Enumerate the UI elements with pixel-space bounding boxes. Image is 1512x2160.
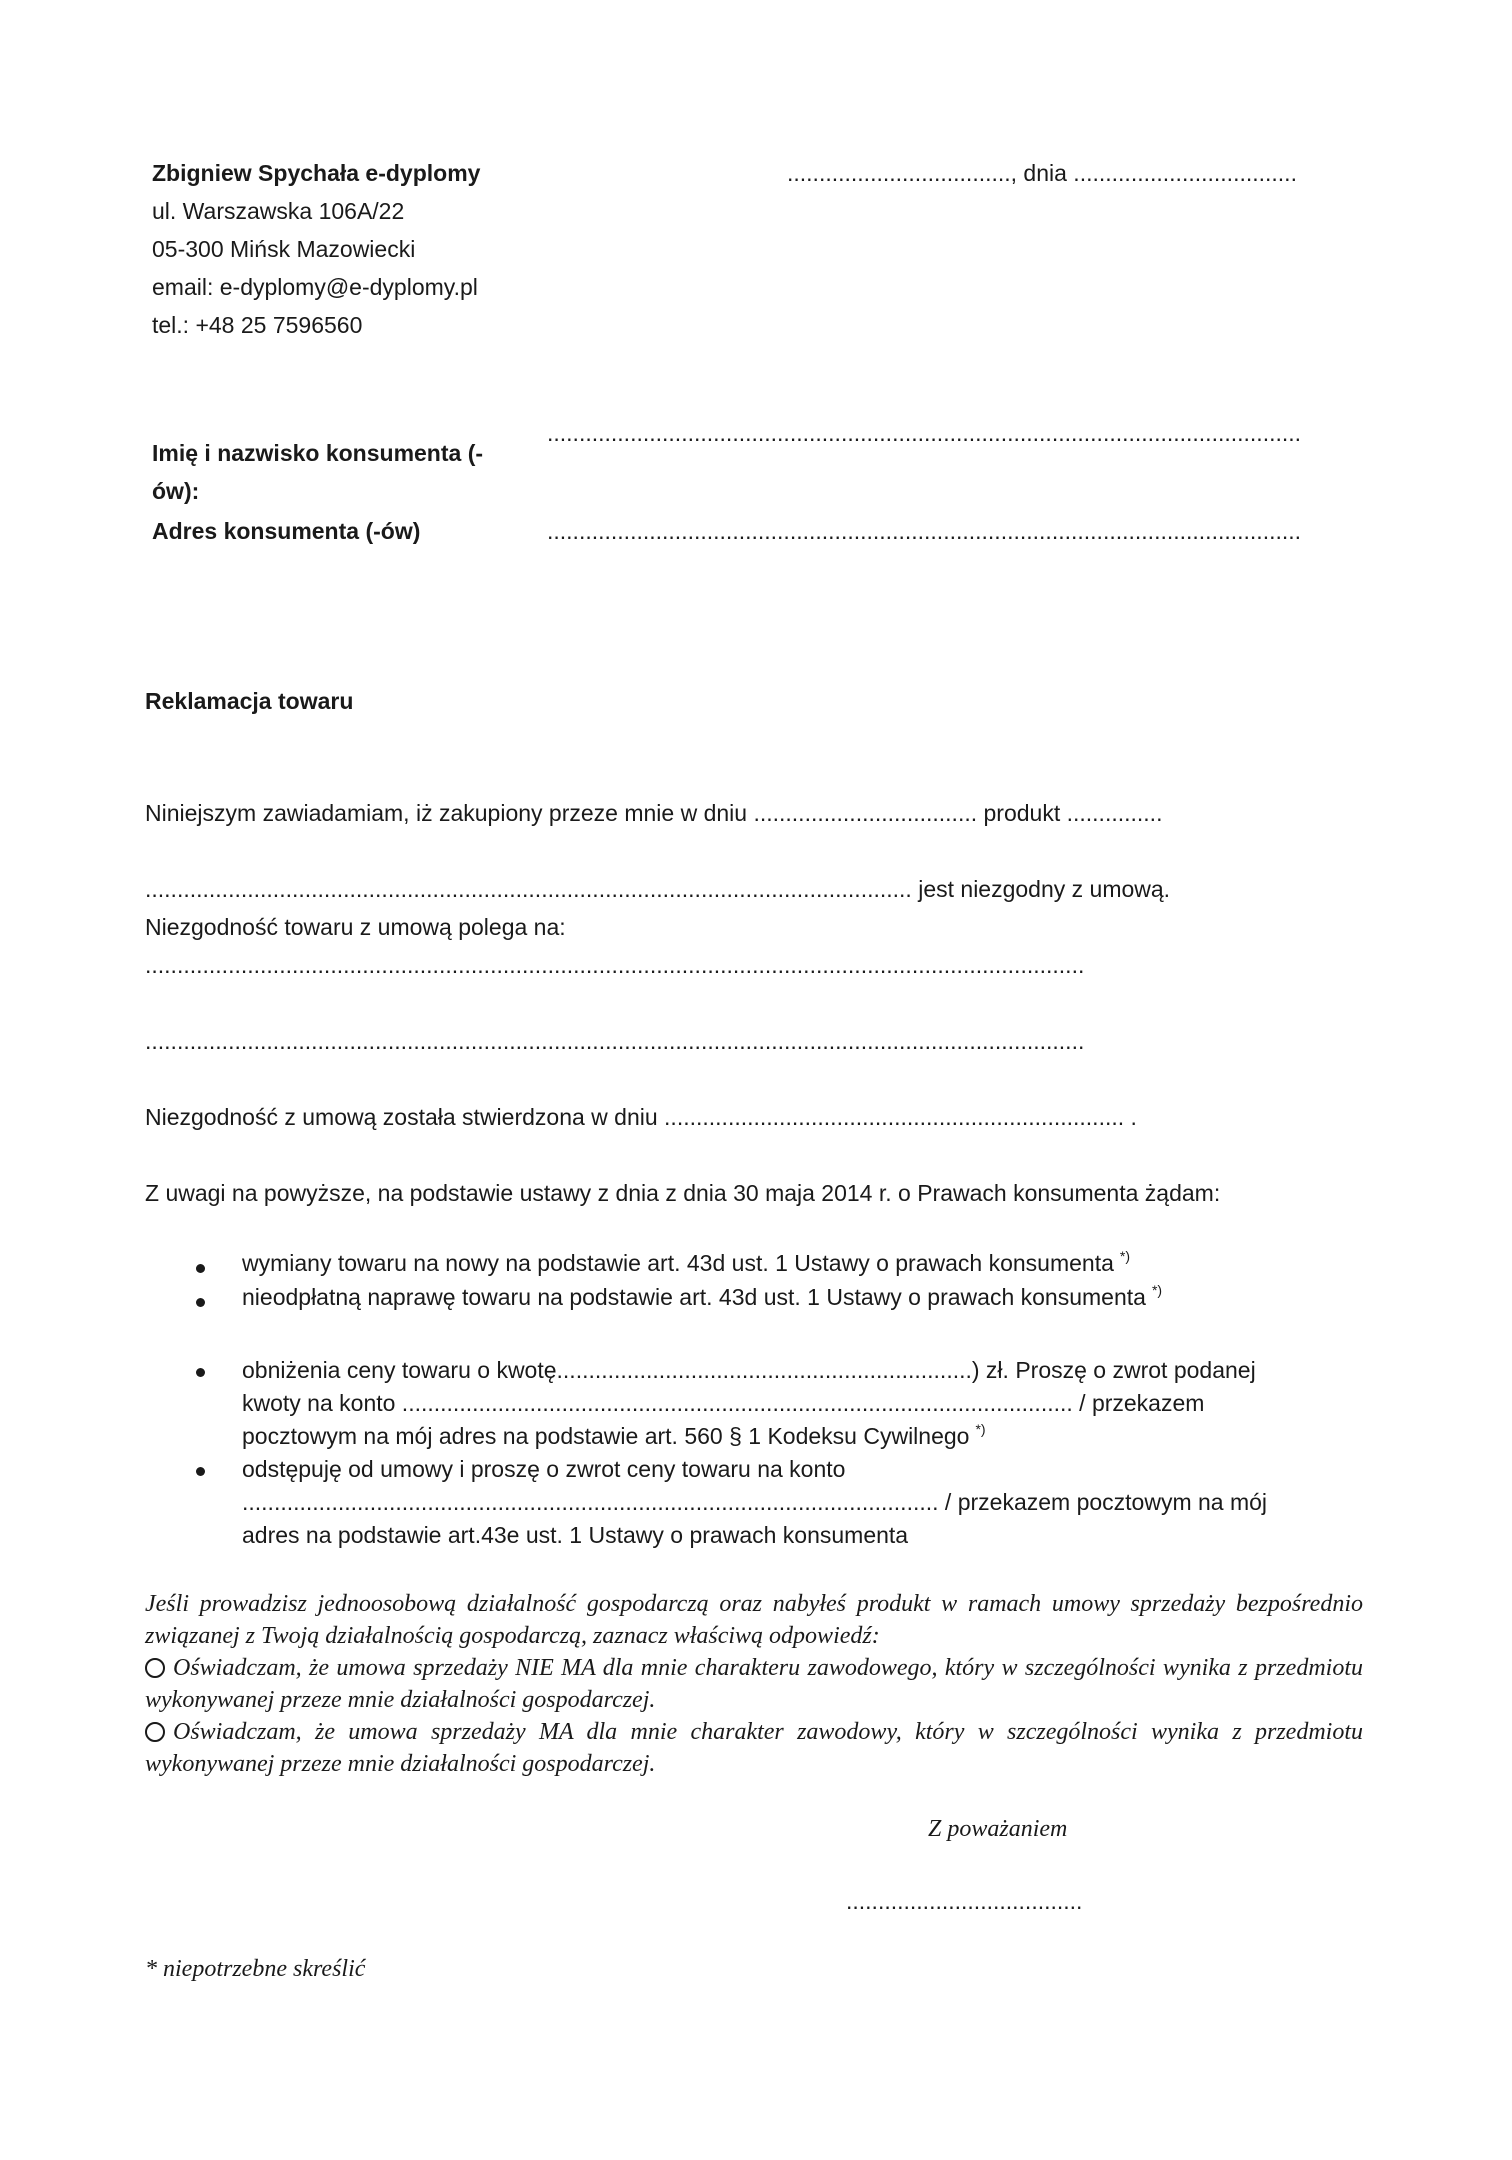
footnote: * niepotrzebne skreślić [145,1956,366,1982]
bullet-icon [196,1368,205,1377]
bullet-icon [196,1298,205,1307]
option-3[interactable]: obniżenia ceny towaru o kwotę.................................................................) zł. Proszę o zwrot podanej kwoty na konto ......................................................................................................... / przekazem pocztowym na mój adres na podstawie art. 560 § 1 Kodeksu Cywilnego *) [242,1357,1256,1449]
sender-email: email: e-dyplomy@e-dyplomy.pl [152,274,478,300]
consumer-address-label: Adres konsumenta (-ów) [152,518,421,544]
subject-title: Reklamacja towaru [145,688,354,714]
bullet-icon [196,1467,205,1476]
sender-name: Zbigniew Spychała e-dyplomy [152,160,481,186]
body-line-6: Niezgodność z umową została stwierdzona w dniu ........................................................................ . [145,1104,1137,1130]
closing-text: Z poważaniem [928,1816,1068,1842]
date-line: ..................................., dnia ................................... [787,160,1297,186]
business-choice-2[interactable]: Oświadczam, że umowa sprzedaży MA dla mnie charakter zawodowy, który w szczególności wynika z przedmiotu wykonywanej przeze mnie działalności gospodarczej. [145,1719,1363,1777]
defect-field-2[interactable]: ................................................................................................................................................... [145,1028,1085,1054]
bullet-icon [196,1264,205,1273]
sender-street: ul. Warszawska 106A/22 [152,198,405,224]
body-line-7: Z uwagi na powyższe, na podstawie ustawy z dnia z dnia 30 maja 2014 r. o Prawach konsumenta żądam: [145,1180,1221,1206]
consumer-name-field[interactable]: ...................................................................................................................... [547,420,1302,446]
option-4[interactable]: odstępuję od umowy i proszę o zwrot ceny towaru na konto ............................................................................................................. / przekazem pocztowym na mój adres na podstawie art.43e ust. 1 Ustawy o prawach konsumenta [242,1456,1268,1548]
option-2[interactable]: nieodpłatną naprawę towaru na podstawie art. 43d ust. 1 Ustawy o prawach konsumenta *) [242,1282,1163,1310]
signature-field[interactable]: ..................................... [846,1888,1083,1914]
consumer-name-label: Imię i nazwisko konsumenta (- ów): [152,440,484,504]
option-1[interactable]: wymiany towaru na nowy na podstawie art. 43d ust. 1 Ustawy o prawach konsumenta *) [242,1248,1131,1276]
product-field[interactable]: ........................................................................................................................ [145,876,912,902]
defect-field-1[interactable]: ................................................................................................................................................... [145,952,1085,978]
body-line-1: Niniejszym zawiadamiam, iż zakupiony przeze mnie w dniu ................................... produkt ............... [145,800,1163,826]
sender-phone: tel.: +48 25 7596560 [152,312,363,338]
sender-city: 05-300 Mińsk Mazowiecki [152,236,416,262]
radio-circle-icon[interactable] [145,1658,165,1678]
business-choice-1[interactable]: Oświadczam, że umowa sprzedaży NIE MA dla mnie charakteru zawodowego, który w szczególności wynika z przedmiotu wykonywanej przeze mnie działalności gospodarczej. [145,1655,1363,1713]
sender-block [152,154,480,344]
business-intro: Jeśli prowadzisz jednoosobową działalność gospodarczą oraz nabyłeś produkt w ramach umowy sprzedaży bezpośrednio związanej z Twoją działalnością gospodarczą, zaznacz właściwą odpowiedź: [145,1591,1363,1649]
radio-circle-icon[interactable] [145,1722,165,1742]
body-line-3: Niezgodność towaru z umową polega na: [145,914,566,940]
body-line-2: ........................................................................................................................ jest niezgodny z umową. [145,876,1171,902]
consumer-address-field[interactable]: ...................................................................................................................... [547,518,1302,544]
